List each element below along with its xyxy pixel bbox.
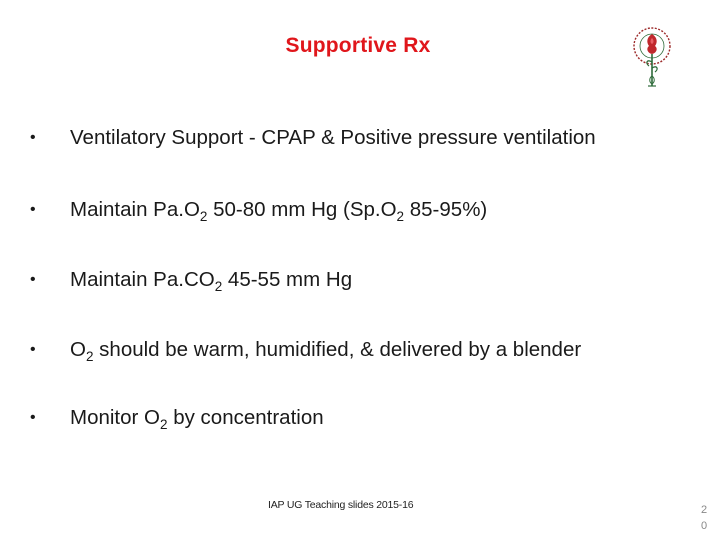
- subscript: 2: [85, 349, 94, 364]
- bullet-item: [30, 126, 596, 150]
- subscript: 2: [396, 209, 405, 224]
- slide-title: Supportive Rx: [285, 34, 431, 57]
- bullet-text-segment: 50-80 mm Hg (Sp.O: [207, 198, 397, 221]
- subscript: 2: [160, 417, 168, 432]
- bullet-item: [30, 338, 581, 362]
- bullet-text-segment: should be warm, humidified, & delivered by a blender: [93, 338, 582, 361]
- bullet-item: [30, 268, 352, 292]
- bullet-text: [70, 406, 324, 430]
- bullet-item: [30, 198, 487, 222]
- bullet-text-segment: Maintain Pa.CO: [70, 268, 215, 291]
- bullet-text-segment: by concentration: [167, 406, 324, 429]
- subscript: 2: [214, 279, 223, 294]
- footer-text: IAP UG Teaching slides 2015-16: [268, 499, 414, 511]
- slide-number-digit: 0: [700, 520, 708, 532]
- iap-society-emblem-icon: [628, 22, 676, 96]
- bullet-text-segment: O: [70, 338, 86, 361]
- bullet-icon: •: [30, 201, 36, 218]
- bullet-text-segment: 85-95%): [404, 198, 488, 221]
- bullet-icon: •: [30, 271, 36, 288]
- bullet-text: [70, 126, 596, 150]
- bullet-text-segment: Ventilatory Support - CPAP & Positive pressure ventilation: [70, 126, 596, 149]
- slide-number: [698, 502, 710, 534]
- bullet-text: [70, 338, 581, 362]
- bullet-icon: •: [30, 341, 36, 358]
- bullet-text: [70, 198, 487, 222]
- bullet-icon: •: [30, 129, 36, 146]
- bullet-icon: •: [30, 409, 36, 426]
- bullet-text-segment: Maintain Pa.O: [70, 198, 200, 221]
- bullet-text-segment: Monitor O: [70, 406, 160, 429]
- bullet-text: [70, 268, 352, 292]
- slide-number-digit: 2: [700, 504, 708, 516]
- bullet-text-segment: 45-55 mm Hg: [222, 268, 353, 291]
- subscript: 2: [199, 209, 208, 224]
- bullet-item: [30, 406, 324, 430]
